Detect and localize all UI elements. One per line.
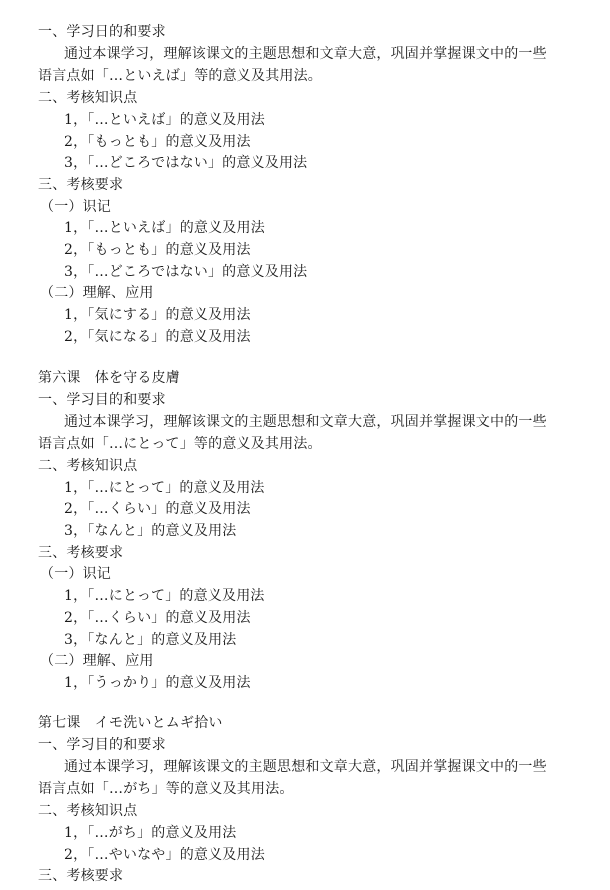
- section-heading: 二、考核知识点: [38, 458, 138, 474]
- paragraph: 语言点如「…がち」等的意义及其用法。: [38, 781, 294, 797]
- list-item: 1，「気にする」的意义及用法: [64, 307, 251, 323]
- section-heading: 三、考核要求: [38, 868, 124, 884]
- subsection-heading: （一）识记: [40, 566, 111, 582]
- paragraph: 语言点如「…にとって」等的意义及其用法。: [38, 436, 322, 452]
- list-item: 3，「…どころではない」的意义及用法: [64, 155, 308, 171]
- paragraph: 通过本课学习，理解该课文的主题思想和文章大意，巩固并掌握课文中的一些: [64, 759, 547, 775]
- list-item: 2，「…やいなや」的意义及用法: [64, 847, 265, 863]
- list-item: 2，「気になる」的意义及用法: [64, 329, 251, 345]
- paragraph: 语言点如「…といえば」等的意义及其用法。: [38, 68, 322, 84]
- section-heading: 二、考核知识点: [38, 803, 138, 819]
- list-item: 3，「なんと」的意义及用法: [64, 523, 237, 539]
- subsection-heading: （二）理解、应用: [40, 285, 154, 301]
- list-item: 3，「なんと」的意义及用法: [64, 632, 237, 648]
- list-item: 2，「もっとも」的意义及用法: [64, 134, 251, 150]
- paragraph: 通过本课学习，理解该课文的主题思想和文章大意，巩固并掌握课文中的一些: [64, 414, 547, 430]
- list-item: 1，「…といえば」的意义及用法: [64, 220, 265, 236]
- lesson-title: 第六课 体を守る皮膚: [38, 370, 180, 386]
- list-item: 1，「…にとって」的意义及用法: [64, 480, 265, 496]
- section-heading: 一、学习目的和要求: [38, 737, 166, 753]
- list-item: 1，「…がち」的意义及用法: [64, 825, 237, 841]
- list-item: 1，「うっかり」的意义及用法: [64, 675, 251, 691]
- paragraph: 通过本课学习，理解该课文的主题思想和文章大意，巩固并掌握课文中的一些: [64, 46, 547, 62]
- section-heading: 三、考核要求: [38, 177, 124, 193]
- list-item: 2，「もっとも」的意义及用法: [64, 242, 251, 258]
- section-heading: 一、学习目的和要求: [38, 392, 166, 408]
- section-heading: 二、考核知识点: [38, 90, 138, 106]
- list-item: 1，「…にとって」的意义及用法: [64, 588, 265, 604]
- lesson-title: 第七课 イモ洗いとムギ拾い: [38, 715, 223, 731]
- list-item: 1，「…といえば」的意义及用法: [64, 112, 265, 128]
- subsection-heading: （一）识记: [40, 199, 111, 215]
- section-heading: 一、学习日的和要求: [38, 24, 166, 40]
- list-item: 2，「…くらい」的意义及用法: [64, 610, 251, 626]
- section-heading: 三、考核要求: [38, 545, 124, 561]
- list-item: 2，「…くらい」的意义及用法: [64, 501, 251, 517]
- list-item: 3，「…どころではない」的意义及用法: [64, 264, 308, 280]
- subsection-heading: （二）理解、应用: [40, 653, 154, 669]
